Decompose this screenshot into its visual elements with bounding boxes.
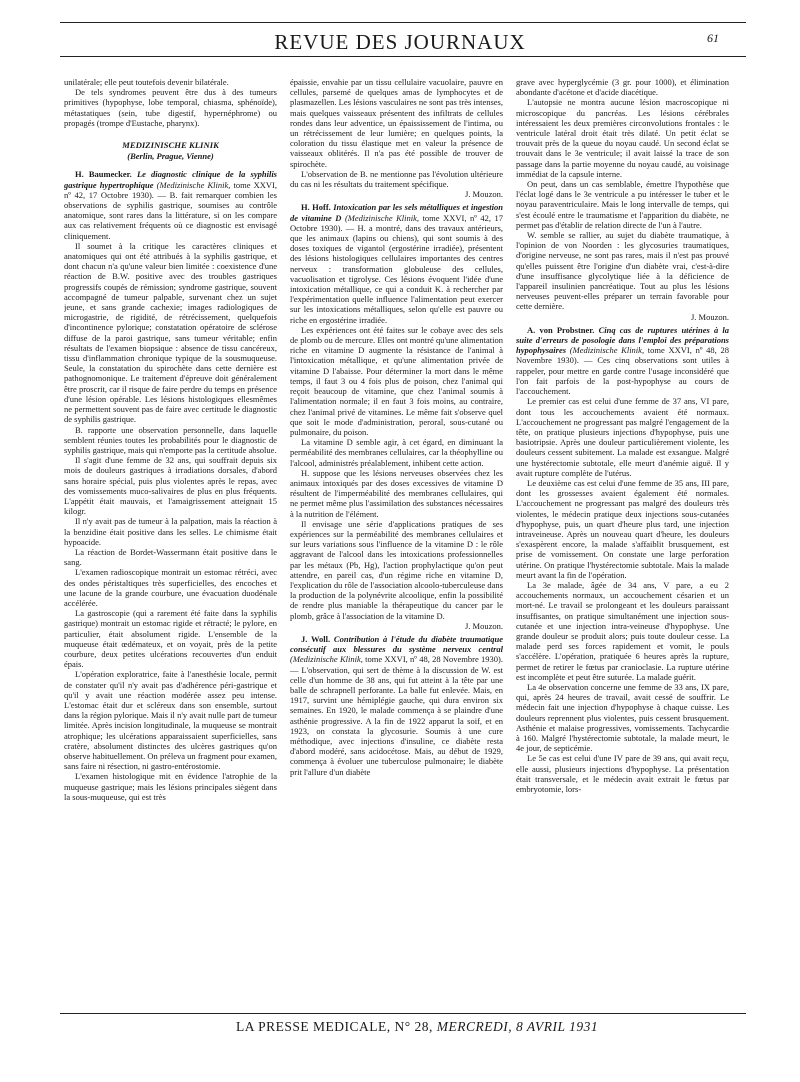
paragraph: Le deuxième cas est celui d'une femme de 35 ans, III pare, dont les grossesses avaient également été normales. L'accouchement ne progressant pas malgré des douleurs très violentes, le médecin pratique deux injections sous-cutanées d'hypophyse, puis, un quart d'heure plus tard, une injection intraveineuse. Après un nouveau quart d'heure, les douleurs s'exaspèrent encore, la malade s'affaiblit brusquement, est prise de vomissement. On constate une large perforation utérine. On pratique l'hystérectomie subtotale. Mais la malade meurt avant la fin de l'opération. xyxy=(516,477,729,580)
column-2 xyxy=(290,77,503,1027)
article-woll xyxy=(290,634,503,777)
paragraph: De tels syndromes peuvent être dus à des tumeurs primitives (hypophyse, lobe temporal, chiasma, sphénoïde), métastatiques (sein, tube digestif, hypernéphrome) ou propagés (trompe d'Eustache, pharynx). xyxy=(64,87,277,128)
article-hoff xyxy=(290,202,503,324)
article-journal: (Medizinische Klinik, xyxy=(156,179,231,190)
paragraph: Le premier cas est celui d'une femme de 37 ans, VI pare, dont tous les accouchements avaient été normaux. L'accouchement ne progressant pas malgré l'engagement de la tête, on pratique plusieurs injections d'hypophyse, puis une basiotripsie. Après une douleur particulièrement violente, les douleurs cessent subitement. La malade est exsangue. Malgré une hystérectomie subtotale, elle meurt d'anémie aiguë. Il y avait rupture complète de l'utérus. xyxy=(516,396,729,478)
article-author: J. Woll. xyxy=(301,633,331,644)
paragraph: grave avec hyperglycémie (3 gr. pour 1000), et élimination abondante d'acétone et d'acide diacétique. xyxy=(516,77,729,98)
signature: J. Mouzon. xyxy=(464,620,503,631)
footer-rule xyxy=(60,1013,746,1014)
paragraph: Il s'agit d'une femme de 32 ans, qui souffrait depuis six mois de douleurs gastriques à irradiations dorsales, d'abord sans horaire spécial, puis plus violentes après le repas, avec des vomissements muco-salivaires de plus en plus fréquents. L'appétit était mauvais, et l'amaigrissement atteignait 15 kilogr. xyxy=(64,455,277,517)
paragraph: Il soumet à la critique les caractères cliniques et anatomiques qui ont été attribués à la syphilis gastrique, et dont chacun n'a qu'une valeur bien limitée : coexistence d'une réaction de B.W. positive avec des troubles gastriques progressifs coupés de rémission; syndrome gastrique, souvent accompagné de tumeur palpable, survenant chez un sujet jeune, et sans grande cachexie; images radiologiques de microgastrie, de rigidité, de rétrécissement, quelquefois d'incontinence pylorique; constatation opératoire de sclérose diffuse de la paroi gastrique, sans tumeur véritable; enfin résultats de l'examen biopsique : absence de tissu cancéreux, tissu d'inflammation chronique typique de la sousmuqueuse. Seule, la constatation du spirochète dans cette dernière est pathognomonique. Le traitement d'épreuve doit généralement être proscrit, car il risque de faire perdre du temps en présence d'une lésion opérable. Les lésions histologiques ellesmêmes ne permettent souvent pas de faire avec certitude le diagnostic de syphilis gastrique. xyxy=(64,240,277,425)
paragraph: W. semble se rallier, au sujet du diabète traumatique, à l'opinion de von Noorden : les glycosuries traumatiques, d'origine nerveuse, ne sont pas rares, mais il n'est pas prouvé qu'elles puissent être l'origine d'un diabète vrai, c'est-à-dire d'une insuffisance glycolytique liée à la déficience de l'appareil insulinien pancréatique. Tout au plus les lésions nerveuses peuvent-elles préparer un terrain favorable pour cette dernière. xyxy=(516,230,729,312)
column-1 xyxy=(64,77,277,1027)
paragraph: La 3e malade, âgée de 34 ans, V pare, a eu 2 accouchements normaux, un accouchement césarien et un mort-né. Le travail se prolongeant et les douleurs paraissant insuffisantes, on pratique simultanément une injection sous-cutanée et une injection intra-veineuse d'hypophyse. Une grande douleur se produit alors; puis toute douleur cesse. La malade perd ses forces rapidement et vomit, le pouls s'accélère. L'opération, pratiquée 6 heures après la rupture, permet de retirer le fœtus par cranioclasie. La rupture utérine est incomplète et peut être suturée. La malade guérit. xyxy=(516,579,729,682)
footer-date: MERCREDI, 8 AVRIL 1931 xyxy=(436,1019,599,1034)
signature: J. Mouzon. xyxy=(690,311,729,322)
article-author: H. Baumecker. xyxy=(75,169,132,180)
article-title: Contribution à l'étude du diabète traumatique consécutif aux blessures du système nerveux central xyxy=(290,633,503,655)
article-journal: (Medizinische Klinik, xyxy=(569,345,645,356)
footer-journal: LA PRESSE MEDICALE, xyxy=(236,1019,391,1034)
paragraph: unilatérale; elle peut toutefois devenir bilatérale. xyxy=(64,77,229,87)
footer-issue: N° 28, xyxy=(394,1019,433,1034)
page-number: 61 xyxy=(707,31,719,45)
paragraph: La 4e observation concerne une femme de 33 ans, IX pare, qui, après 24 heures de travail, avait cessé de souffrir. Le médecin fait une injection d'hypophyse à chaque cuisse. Les douleurs reprennent plus violentes, puis cessent brusquement. Asthénie et malaise progressives, vomissements. Tachycardie à 160. Malgré l'hystérectomie subtotale, la malade meurt, le 4e jour, de septicémie. xyxy=(516,681,729,754)
paragraph: L'examen histologique mit en évidence l'atrophie de la muqueuse gastrique; mais les lésions principales siègent dans la sous-muqueuse, qui est très xyxy=(64,771,277,802)
header-top-rule xyxy=(60,22,746,23)
article-journal: (Medizinische Klinik, xyxy=(344,212,420,223)
paragraph: L'observation de B. ne mentionne pas l'évolution ultérieure du cas ni les résultats du traitement spécifique. xyxy=(290,168,503,190)
paragraph: H. suppose que les lésions nerveuses observées chez les animaux intoxiqués par des doses excessives de vitamine D résultent de l'imperméabilité des membranes cellulaires, qui ne permet même plus l'assimilation des substances nécessaires à la nutrition de l'élément. xyxy=(290,467,503,519)
paragraph: L'autopsie ne montra aucune lésion macroscopique ni microscopique du pancréas. Les lésions cérébrales intéressaient les deux premières circonvolutions frontales : le ventricule latéral droit était très dilaté. Un petit éclat se trouvait près de la queue du noyau caudé. Un second éclat se trouvait dans le 3e ventricule; il avait laissé la trace de son passage dans la partie moyenne du noyau caudé, au voisinage immédiat de la capsule interne. xyxy=(516,97,729,179)
column-3 xyxy=(516,77,729,1027)
paragraph: Il envisage une série d'applications pratiques de ses expériences sur la perméabilité des membranes cellulaires et sur leurs variations sous l'influence de la vitamine D : le rôle aggravant de l'alcool dans les intoxications professionnelles par les métaux (Pb, Hg), l'action prophylactique qu'on peut attendre, en pareil cas, d'un régime riche en vitamine D, l'explication du rôle de l'association alcoolo-tuberculeuse dans la production de la polynévrite alcoolique, enfin la possibilité de rendre plus maniable la thérapeutique du cancer par le plomb, grâce à l'association de la vitamine D. xyxy=(290,518,503,621)
paragraph: L'examen radioscopique montrait un estomac rétréci, avec des ondes péristaltiques très superficielles, des encoches et une lacune de la grande courbure, une évacuation duodénale accélérée. xyxy=(64,567,277,608)
paragraph: La gastroscopie (qui a rarement été faite dans la syphilis gastrique) montrait un estomac rigide et rétracté; le pylore, en particulier, était absolument rigide. L'ensemble de la muqueuse était œdémateux, et on voyait, près de la petite courbure, deux petites ulcérations recouvertes d'un enduit épais. xyxy=(64,608,277,670)
section-title: MEDIZINISCHE KLINIK xyxy=(122,140,219,151)
paragraph: Les expériences ont été faites sur le cobaye avec des sels de plomb ou de mercure. Elles ont montré qu'une alimentation riche en vitamine D augmente la résistance de l'animal à l'intoxication métallique, et qu'une alimentation privée de vitamine D l'abaisse. Pour déterminer la mort dans le même temps, il faut 3 ou 4 fois plus de poison, chez l'animal qui reçoit beaucoup de vitamine, que chez l'animal soumis à l'alimentation normale; il en faut 3 fois moins, au contraire, chez l'animal privé de vitamines. Le même fait s'observe quel que soit le mode d'administration, peroral, sous-cutané ou pulmonaire, du poison. xyxy=(290,324,503,437)
paragraph: On peut, dans un cas semblable, émettre l'hypothèse que l'éclat logé dans le 3e ventricule a pu intéresser le tuber et le noyau paraventriculaire. Mais le long intervalle de temps, qui s'est écoulé entre le traumatisme et l'apparition du diabète, ne permet pas d'établir de relation directe de l'un à l'autre. xyxy=(516,179,729,230)
article-title: Cinq cas de ruptures utérines à la suite d'erreurs de posologie dans l'emploi des préparations hypophysaires xyxy=(516,324,729,356)
article-title: Intoxication par les sels métalliques et ingestion de vitamine D xyxy=(290,202,503,223)
paragraph: B. rapporte une observation personnelle, dans laquelle semblent réunies toutes les probabilités pour le diagnostic de syphilis gastrique, mais qui n'emporte pas la certitude absolue. xyxy=(64,424,277,455)
article-author: A. von Probstner. xyxy=(527,324,595,335)
section-subtitle: (Berlin, Prague, Vienne) xyxy=(127,151,214,162)
article-text: tome XXVI, nº 48, 28 Novembre 1930). — L'observation, qui sert de thème à la discussion de W. est celle d'un homme de 38 ans, qui fut atteint à la tête par une balle de schrapnell perforante. La balle fut enlevée. Mais, en 1917, survint une hémiplégie gauche, qui dura environ six semaines. En 1920, le malade commença à se plaindre d'une asthénie progressive. A la fin de 1922 apparut la soif, et en 1923, on constata la glycosurie. Soumis à une cure méthodique, avec injections d'insuline, ce diabète resta d'abord modéré, sans acidocétose. Mais, au début de 1929, commença à évoluer une tuberculose pulmonaire; le diabète prit l'allure d'un diabète xyxy=(290,654,503,777)
article-title: Le diagnostic clinique de la syphilis gastrique hypertrophique xyxy=(64,169,277,190)
page-title: REVUE DES JOURNAUX xyxy=(274,30,526,54)
paragraph: Il n'y avait pas de tumeur à la palpation, mais la réaction à la benzidine était positive dans les selles. Le chimisme était hypoacide. xyxy=(64,516,277,547)
article-author: H. Hoff. xyxy=(301,202,331,213)
paragraph: épaissie, envahie par un tissu cellulaire vacuolaire, pauvre en cellules, parsemé de quelques amas de lymphocytes et de plasmazellen. Les lésions vasculaires ne sont pas très intenses, mais quelques vaisseaux présentent des infiltrats de cellules rondes dans leur adventice, un épaississement de l'intima, ou un rétrécissement de leur lumière; en quelques points, la coloration du tissu élastique met en valeur la présence de vaisseaux oblitérés. Il n'a pas été possible de trouver de spirochète. xyxy=(290,77,503,169)
header-bottom-rule xyxy=(60,56,746,57)
paragraph: Le 5e cas est celui d'une IV pare de 39 ans, qui avait reçu, elle aussi, plusieurs injections d'hypophyse. La présentation était transversale, et le médecin avait extrait le fœtus par embryotomie, lors- xyxy=(516,753,729,795)
paragraph: L'opération exploratrice, faite à l'anesthésie locale, permit de constater qu'il n'y avait pas d'adhérence péri-gastrique et qu'il y avait une réaction modérée assez peu intense. L'estomac était dur et scléreux dans son ensemble, surtout dans la région pylorique. Mais il n'y avait nulle part de tumeur limitée. Après incision longitudinale, la muqueuse se montrait atrophique; les ulcérations apparaissaient superficielles, sans cratère, absolument distinctes des ulcères gastriques qu'on observe habituellement. On préleva un fragment pour examen, sans faire ni résection, ni gastro-entérostomie. xyxy=(64,669,277,772)
signature: J. Mouzon. xyxy=(464,189,503,200)
paragraph: La réaction de Bordet-Wassermann était positive dans le sang. xyxy=(64,546,277,568)
article-journal: (Medizinische Klinik, xyxy=(290,654,363,665)
article-text: tome XXVI, nº 42, 17 Octobre 1930). — B. fait remarquer combien les observations de syphilis gastrique, soumises au contrôle anatomique, sont rares dans la littérature, si on les compare aux cas relativement fréquents où ce diagnostic est envisagé cliniquement. xyxy=(64,179,277,241)
paragraph: La vitamine D semble agir, à cet égard, en diminuant la perméabilité des membranes cellulaires, car la théophylline ou l'alcool, administrés préalablement, inhibent cette action. xyxy=(290,437,503,468)
article-baumecker xyxy=(64,169,277,240)
article-probstner xyxy=(516,325,729,396)
article-text: tome XXVI, nº 42, 17 Octobre 1930). — H. a montré, dans des travaux antérieurs, que les animaux (lapins ou chiens), qui sont soumis à des doses toxiques de vigantol (ergostérine irradiée), présentent des lésions histologiques cellulaires importantes des centres nerveux : transformation globuleuse des cellules, vacuolisation et tigrolyse. Ces lésions évoquent l'idée d'une intoxication métallique, ce qui a conduit K. à rechercher par l'expérimentation quelle influence l'alimentation peut exercer sur les intoxications métalliques, selon qu'elle est pauvre ou riche en ergostérine irradiée. xyxy=(290,212,503,325)
article-text: tome XXVI, nº 48, 28 Novembre 1930). — Ces cinq observations sont utiles à rappeler, pour mettre en garde contre l'usage inconsidéré que l'on fait parfois de la post-hypophyse au cours de l'accouchement. xyxy=(516,345,729,397)
footer xyxy=(236,1019,676,1035)
